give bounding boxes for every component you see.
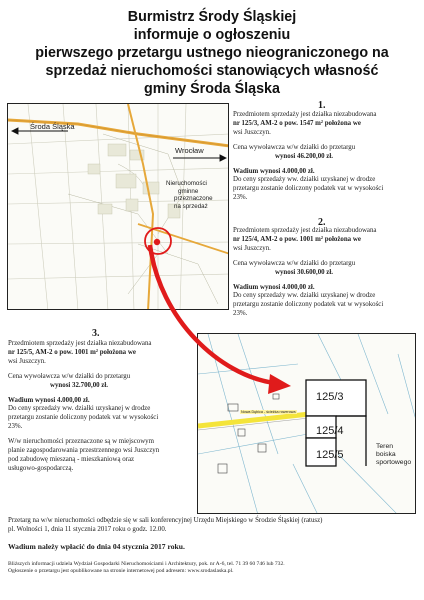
text-line <box>233 236 418 245</box>
section-1-deposit <box>233 168 418 204</box>
section-1-number: 1. <box>318 100 326 111</box>
field-line: boiska <box>376 451 396 458</box>
map-label-line: Nieruchomości <box>166 180 207 187</box>
text-line: Przedmiotem sprzedaży jest działka niezabudowana <box>8 340 152 347</box>
text-line <box>8 397 198 406</box>
text-line <box>8 349 198 358</box>
text-line: wsi Juszczyn. <box>8 357 46 365</box>
text-line: przetargu zostanie doliczony podatek vat w wysokości <box>233 185 384 193</box>
text-bold: Wadium wynosi 4.000,00 zł. <box>8 396 90 404</box>
text-line: pod zabudowę mieszaną - mieszkaniową oraz <box>8 455 135 463</box>
section-3-price <box>8 373 198 391</box>
text-line <box>8 382 198 391</box>
title-line: informuje o ogłoszeniu <box>133 27 291 43</box>
section-3-subject <box>8 340 198 367</box>
plot-125-3: 125/3 <box>316 391 344 403</box>
text-line: 23%. <box>8 423 23 431</box>
field-line: Teren <box>376 443 394 450</box>
street-label: Nowa Dębica - ścieżka rowerowa <box>241 410 296 414</box>
text-bold: nr 125/5, AM-2 o pow. 1001 m² położona we <box>8 348 136 356</box>
section-2-deposit <box>233 284 418 320</box>
text-line: przetargu zostanie doliczony podatek vat w wysokości <box>8 414 159 422</box>
section-2-number: 2. <box>318 217 326 228</box>
text-line <box>233 153 418 162</box>
map-label-line: przeznaczone <box>174 195 213 203</box>
auction-venue: Przetarg na w/w nieruchomości odbędzie się w sali konferencyjnej Urzędu Miejskiego w Środzie Śląskiej (ratusz) <box>8 517 323 524</box>
text-line: Do ceny sprzedaży ww. działki uzyskanej w drodze <box>8 405 151 413</box>
text-line: wsi Juszczyn. <box>233 244 271 252</box>
text-bold: wynosi 46.200,00 zł. <box>275 152 333 160</box>
text-line: planie zagospodarowania przestrzennego wsi Juszczyn <box>8 447 160 455</box>
title-line: pierwszego przetargu ustnego nieograniczonego na <box>35 45 389 61</box>
section-3-deposit <box>8 397 198 433</box>
text-line <box>233 120 418 129</box>
text-bold: nr 125/4, AM-2 o pow. 1001 m² położona we <box>233 235 361 243</box>
title-line: gminy Środa Śląska <box>144 81 280 97</box>
map-label-wroclaw: Wrocław <box>175 146 204 155</box>
text-line: Cena wywoławcza w/w działki do przetargu <box>8 372 131 380</box>
text-bold: nr 125/3, AM-2 o pow. 1547 m² położona we <box>233 119 361 127</box>
text-line <box>233 168 418 177</box>
title-line: sprzedaż nieruchomości stanowiących własność <box>45 63 379 79</box>
text-line: 23%. <box>233 310 248 318</box>
text-line <box>233 284 418 293</box>
map-label-sroda: Środa Śląska <box>30 122 75 131</box>
text-line: Przedmiotem sprzedaży jest działka niezabudowana <box>233 227 377 234</box>
plot-125-5: 125/5 <box>316 449 344 461</box>
text-line: przetargu zostanie doliczony podatek vat w wysokości <box>233 301 384 309</box>
footer <box>8 516 418 575</box>
text-bold: Wadium wynosi 4.000,00 zł. <box>233 167 315 175</box>
field-line: sportowego <box>376 459 412 466</box>
plot-125-4: 125/4 <box>316 425 344 437</box>
text-bold: wynosi 32.700,00 zł. <box>50 381 108 389</box>
section-3-zoning <box>8 438 198 474</box>
text-line: W/w nieruchomości przeznaczone są w miejscowym <box>8 438 154 446</box>
text-bold: Wadium wynosi 4.000,00 zł. <box>233 283 315 291</box>
section-3-number: 3. <box>92 328 100 339</box>
text-line: Cena wywoławcza w/w działki do przetargu <box>233 259 356 267</box>
section-1 <box>233 111 418 209</box>
text-bold: wynosi 30.600,00 zł. <box>275 268 333 276</box>
website-info: Ogłoszenie o przetargu jest opublikowane na stronie internetowej pod adresem: www.srodaslaska.pl. <box>8 568 234 575</box>
auction-date: pl. Wolności 1, dnia 11 stycznia 2017 roku o godz. 12.00. <box>8 526 167 533</box>
text-line: Przedmiotem sprzedaży jest działka niezabudowana <box>233 111 377 118</box>
text-line: 23%. <box>233 194 248 202</box>
text-line: usługowo-gospodarczą. <box>8 464 74 472</box>
contact-info: Bliższych informacji udziela Wydział Gospodarki Nieruchomościami i Architektury, pok. nr A-6, tel. 71 39 60 746 lub 732. <box>8 561 285 567</box>
section-3 <box>8 340 198 480</box>
section-2-subject <box>233 227 418 254</box>
section-1-price <box>233 144 418 162</box>
text-line: Cena wywoławcza w/w działki do przetargu <box>233 143 356 151</box>
deposit-deadline: Wadium należy wpłacić do dnia 04 stycznia 2017 roku. <box>8 542 185 551</box>
section-1-subject <box>233 111 418 138</box>
map-label-line: na sprzedaż <box>174 202 208 210</box>
text-line: Do ceny sprzedaży ww. działki uzyskanej w drodze <box>233 292 376 300</box>
text-line: Do ceny sprzedaży ww. działki uzyskanej w drodze <box>233 176 376 184</box>
title-line: Burmistrz Środy Śląskiej <box>127 9 297 25</box>
section-2 <box>233 227 418 325</box>
map-label-line: gminne <box>178 187 199 195</box>
text-line <box>233 269 418 278</box>
section-2-price <box>233 260 418 278</box>
text-line: wsi Juszczyn. <box>233 128 271 136</box>
